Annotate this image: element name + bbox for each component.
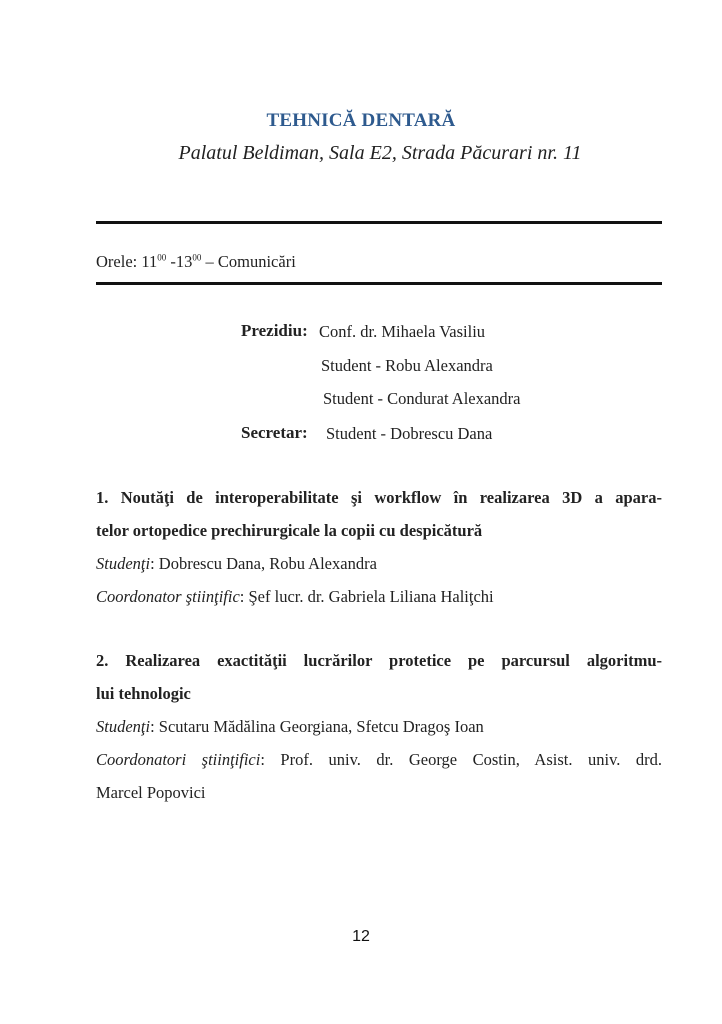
coordinator-line-2: Marcel Popovici [96,783,206,802]
presidium-member: Student - Condurat Alexandra [323,389,521,408]
title-line: telor ortopedice prechirurgicale la copii cu despicătură [96,521,483,540]
students-line: Studenţi: Dobrescu Dana, Robu Alexandra [96,554,377,573]
presentation-item [96,481,662,613]
presidium-label: Prezidiu: [241,321,308,340]
secretary-label: Secretar: [241,423,308,442]
section-title: TEHNICĂ DENTARĂ [266,110,456,131]
presidium-member: Conf. dr. Mihaela Vasiliu [319,322,486,341]
page-number: 12 [352,928,370,945]
presidium-member: Student - Robu Alexandra [321,356,493,375]
presentation-title [96,481,662,547]
coordinator-line-1: Coordonatori ştiinţifici: Prof. univ. dr. George Costin, Asist. univ. drd. [96,750,662,769]
title-line: lui tehnologic [96,684,191,703]
bottom-divider [96,282,662,285]
title-line: 2. Realizarea exactităţii lucrărilor protetice pe parcursul algoritmu- [96,651,662,670]
coordinator-line: Coordonator ştiinţific: Şef lucr. dr. Gabriela Liliana Haliţchi [96,587,494,606]
presentation-title [96,644,662,710]
location-subtitle: Palatul Beldiman, Sala E2, Strada Păcurari nr. 11 [178,142,582,164]
coordinator-line [96,743,662,809]
students-line: Studenţi: Scutaru Mădălina Georgiana, Sfetcu Dragoş Ioan [96,717,484,736]
top-divider [96,221,662,224]
session-hours: Orele: $11^{00}$ $-13^{00}$ – Comunicări [96,252,296,271]
secretary-name: Student - Dobrescu Dana [326,424,493,443]
title-line: 1. Noutăţi de interoperabilitate şi workflow în realizarea 3D a apara- [96,488,662,507]
presentation-item [96,644,662,809]
